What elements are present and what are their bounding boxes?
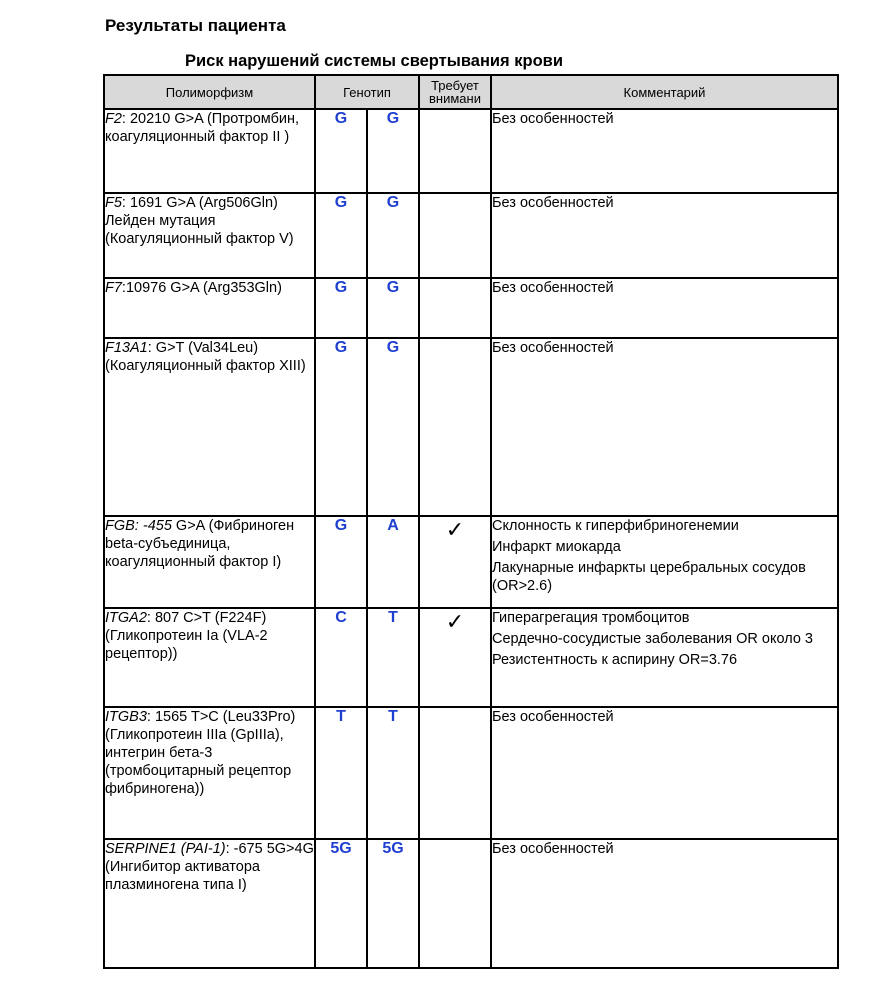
gene-name: SERPINE1 (PAI-1) <box>105 841 226 857</box>
polymorphism-cell <box>104 278 315 338</box>
genotype-allele-1: 5G <box>315 839 367 968</box>
comment-line: Без особенностей <box>492 280 614 296</box>
polymorphism-description: : 807 C>T (F224F) (Гликопротеин Ia (VLA-2 рецептор)) <box>105 610 268 662</box>
genotype-allele-1: G <box>315 193 367 278</box>
attention-checkmark-icon: ✓ <box>419 516 491 608</box>
table-row <box>104 839 838 968</box>
comment-line: Инфаркт миокарда <box>492 539 621 555</box>
genotype-allele-1: G <box>315 516 367 608</box>
genotype-allele-2: T <box>367 608 419 707</box>
attention-checkmark-icon <box>419 193 491 278</box>
header-genotype: Генотип <box>315 75 419 109</box>
genotype-allele-1: G <box>315 338 367 516</box>
genotype-allele-2: G <box>367 109 419 193</box>
polymorphism-cell <box>104 109 315 193</box>
comment-cell <box>491 839 838 968</box>
genotype-allele-1: G <box>315 109 367 193</box>
polymorphism-cell <box>104 338 315 516</box>
section-title: Риск нарушений системы свертывания крови <box>185 52 563 70</box>
comment-line: Без особенностей <box>492 195 614 211</box>
gene-name: FGB: -455 <box>105 518 172 534</box>
polymorphism-description: :10976 G>A (Arg353Gln) <box>121 280 282 296</box>
polymorphism-cell <box>104 608 315 707</box>
attention-checkmark-icon <box>419 278 491 338</box>
table-row <box>104 516 838 608</box>
comment-cell <box>491 608 838 707</box>
comment-line: Без особенностей <box>492 340 614 356</box>
table-row <box>104 707 838 839</box>
genotype-allele-2: G <box>367 278 419 338</box>
genotype-allele-2: G <box>367 193 419 278</box>
genotype-allele-2: T <box>367 707 419 839</box>
polymorphism-description: : G>T (Val34Leu) (Коагуляционный фактор XIII) <box>105 340 306 374</box>
comment-cell <box>491 338 838 516</box>
genotype-allele-1: C <box>315 608 367 707</box>
polymorphism-description: : -675 5G>4G (Ингибитор активатора плазминогена типа I) <box>105 841 314 893</box>
polymorphism-description: : 20210 G>A (Протромбин, коагуляционный фактор II ) <box>105 111 300 145</box>
table-row <box>104 608 838 707</box>
comment-line: Гиперагрегация тромбоцитов <box>492 610 690 626</box>
genotype-allele-2: A <box>367 516 419 608</box>
attention-checkmark-icon <box>419 839 491 968</box>
comment-cell <box>491 193 838 278</box>
comment-line: Без особенностей <box>492 841 614 857</box>
genotype-allele-2: 5G <box>367 839 419 968</box>
gene-name: F5 <box>105 195 122 211</box>
results-table <box>103 74 839 969</box>
attention-checkmark-icon <box>419 109 491 193</box>
comment-line: Без особенностей <box>492 111 614 127</box>
polymorphism-cell <box>104 707 315 839</box>
attention-checkmark-icon <box>419 338 491 516</box>
polymorphism-description: : 1565 T>C (Leu33Pro) (Гликопротеин IIIa (GpIIIa), интегрин бета-3 (тромбоцитарный рецептор фибриногена)) <box>105 709 296 797</box>
header-comment: Комментарий <box>491 75 838 109</box>
comment-cell <box>491 516 838 608</box>
polymorphism-cell <box>104 193 315 278</box>
comment-cell <box>491 278 838 338</box>
gene-name: ITGA2 <box>105 610 147 626</box>
genotype-allele-1: G <box>315 278 367 338</box>
header-attention: Требует внимани <box>419 75 491 109</box>
table-row <box>104 193 838 278</box>
page-title: Результаты пациента <box>105 16 286 35</box>
comment-cell <box>491 109 838 193</box>
polymorphism-description: G>A (Фибриноген beta-субъединица, коагуляционный фактор I) <box>105 518 295 570</box>
comment-line: Резистентность к аспирину OR=3.76 <box>492 652 738 668</box>
table-row <box>104 338 838 516</box>
comment-line: Склонность к гиперфибриногенемии <box>492 518 739 534</box>
comment-line: Лакунарные инфаркты церебральных сосудов (OR>2.6) <box>492 560 806 594</box>
attention-checkmark-icon: ✓ <box>419 608 491 707</box>
header-row <box>104 75 838 109</box>
gene-name: ITGB3 <box>105 709 147 725</box>
table-row <box>104 278 838 338</box>
comment-line: Сердечно-сосудистые заболевания OR около 3 <box>492 631 813 647</box>
attention-checkmark-icon <box>419 707 491 839</box>
header-polymorphism: Полиморфизм <box>104 75 315 109</box>
polymorphism-description: : 1691 G>A (Arg506Gln) Лейден мутация (Коагуляционный фактор V) <box>105 195 294 247</box>
comment-cell <box>491 707 838 839</box>
gene-name: F7 <box>105 280 122 296</box>
gene-name: F13A1 <box>105 340 148 356</box>
genotype-allele-2: G <box>367 338 419 516</box>
polymorphism-cell <box>104 516 315 608</box>
comment-line: Без особенностей <box>492 709 614 725</box>
genotype-allele-1: T <box>315 707 367 839</box>
polymorphism-cell <box>104 839 315 968</box>
table-row <box>104 109 838 193</box>
gene-name: F2 <box>105 111 122 127</box>
